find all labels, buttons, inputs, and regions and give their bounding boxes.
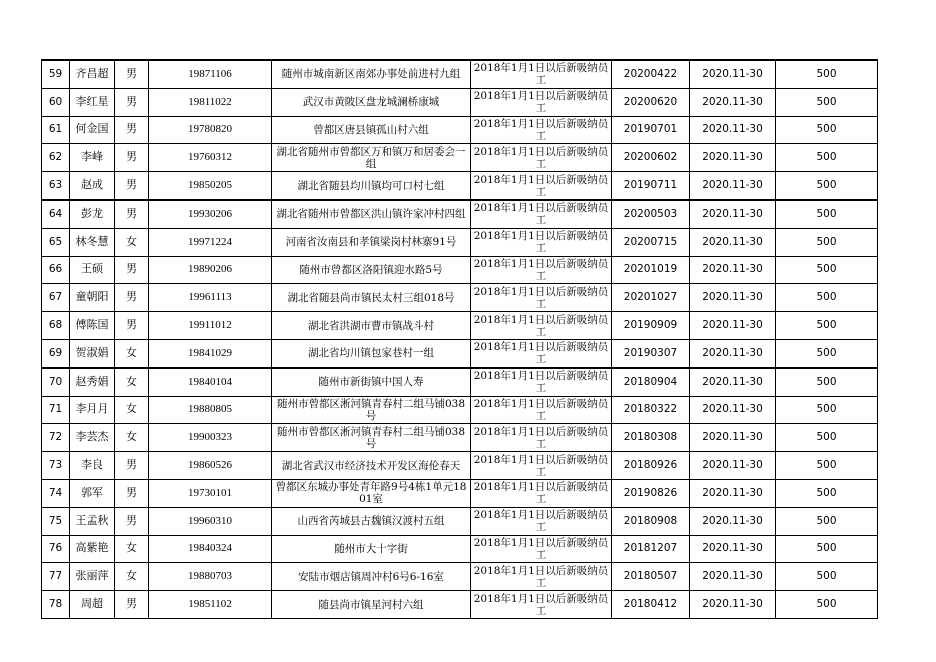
table-row: [42, 144, 878, 172]
hire-date-cell: 20190711: [612, 172, 690, 200]
birth-date-cell: 19890206: [149, 256, 272, 284]
home-address-cell: 随州市大十字街: [272, 535, 471, 563]
hire-date-cell: 20190701: [612, 116, 690, 144]
gender-cell: 女: [115, 563, 149, 591]
employee-name-cell: 童朝阳: [70, 284, 115, 312]
hire-date-cell: 20180308: [612, 424, 690, 452]
gender-cell: 女: [115, 368, 149, 396]
birth-date-cell: 19811022: [149, 88, 272, 116]
subsidy-period-cell: 2020.11-30: [690, 507, 776, 535]
home-address-cell: 随州市曾都区淅河镇青春村二组马铺038号: [272, 396, 471, 424]
gender-cell: 女: [115, 339, 149, 367]
home-address-cell: 曾都区东城办事处青年路9号4栋1单元1801室: [272, 479, 471, 507]
subsidy-period-cell: 2020.11-30: [690, 88, 776, 116]
employee-subsidy-table: [41, 59, 878, 619]
subsidy-period-cell: 2020.11-30: [690, 479, 776, 507]
gender-cell: 女: [115, 396, 149, 424]
employee-name-cell: 李良: [70, 452, 115, 480]
gender-cell: 男: [115, 172, 149, 200]
employee-category-cell: 2018年1月1日以后新吸纳员工: [471, 507, 612, 535]
subsidy-amount-cell: 500: [776, 88, 878, 116]
hire-date-cell: 20181207: [612, 535, 690, 563]
employee-name-cell: 张丽萍: [70, 563, 115, 591]
home-address-cell: 随州市曾都区洛阳镇迎水路5号: [272, 256, 471, 284]
birth-date-cell: 19961113: [149, 284, 272, 312]
birth-date-cell: 19851102: [149, 591, 272, 619]
hire-date-cell: 20201019: [612, 256, 690, 284]
gender-cell: 女: [115, 228, 149, 256]
row-number-cell: 72: [42, 424, 70, 452]
birth-date-cell: 19730101: [149, 479, 272, 507]
table-row: [42, 172, 878, 200]
home-address-cell: 山西省芮城县古魏镇汉渡村五组: [272, 507, 471, 535]
birth-date-cell: 19880805: [149, 396, 272, 424]
employee-category-cell: 2018年1月1日以后新吸纳员工: [471, 284, 612, 312]
gender-cell: 男: [115, 200, 149, 228]
employee-category-cell: 2018年1月1日以后新吸纳员工: [471, 144, 612, 172]
hire-date-cell: 20180412: [612, 591, 690, 619]
home-address-cell: 随州市新街镇中国人寿: [272, 368, 471, 396]
row-number-cell: 74: [42, 479, 70, 507]
gender-cell: 男: [115, 452, 149, 480]
row-number-cell: 59: [42, 60, 70, 88]
row-number-cell: 73: [42, 452, 70, 480]
birth-date-cell: 19871106: [149, 60, 272, 88]
row-number-cell: 76: [42, 535, 70, 563]
subsidy-period-cell: 2020.11-30: [690, 591, 776, 619]
employee-name-cell: 何金国: [70, 116, 115, 144]
employee-name-cell: 赵成: [70, 172, 115, 200]
gender-cell: 男: [115, 312, 149, 340]
subsidy-period-cell: 2020.11-30: [690, 256, 776, 284]
subsidy-period-cell: 2020.11-30: [690, 116, 776, 144]
subsidy-amount-cell: 500: [776, 424, 878, 452]
table-row: [42, 424, 878, 452]
gender-cell: 女: [115, 535, 149, 563]
home-address-cell: 湖北省随县尚市镇民太村三组018号: [272, 284, 471, 312]
employee-name-cell: 李芸杰: [70, 424, 115, 452]
table-row: [42, 312, 878, 340]
employee-name-cell: 王硕: [70, 256, 115, 284]
gender-cell: 男: [115, 256, 149, 284]
home-address-cell: 湖北省均川镇包家巷村一组: [272, 339, 471, 367]
employee-category-cell: 2018年1月1日以后新吸纳员工: [471, 88, 612, 116]
gender-cell: 男: [115, 88, 149, 116]
row-number-cell: 77: [42, 563, 70, 591]
employee-name-cell: 彭龙: [70, 200, 115, 228]
employee-category-cell: 2018年1月1日以后新吸纳员工: [471, 368, 612, 396]
table-row: [42, 256, 878, 284]
subsidy-period-cell: 2020.11-30: [690, 563, 776, 591]
hire-date-cell: 20190909: [612, 312, 690, 340]
subsidy-amount-cell: 500: [776, 284, 878, 312]
subsidy-amount-cell: 500: [776, 339, 878, 367]
employee-category-cell: 2018年1月1日以后新吸纳员工: [471, 256, 612, 284]
hire-date-cell: 20200602: [612, 144, 690, 172]
gender-cell: 男: [115, 144, 149, 172]
home-address-cell: 湖北省随县均川镇均可口村七组: [272, 172, 471, 200]
employee-category-cell: 2018年1月1日以后新吸纳员工: [471, 60, 612, 88]
subsidy-period-cell: 2020.11-30: [690, 535, 776, 563]
employee-category-cell: 2018年1月1日以后新吸纳员工: [471, 452, 612, 480]
subsidy-period-cell: 2020.11-30: [690, 368, 776, 396]
home-address-cell: 河南省汝南县和孝镇梁岗村林寨91号: [272, 228, 471, 256]
birth-date-cell: 19911012: [149, 312, 272, 340]
hire-date-cell: 20200422: [612, 60, 690, 88]
subsidy-period-cell: 2020.11-30: [690, 452, 776, 480]
employee-category-cell: 2018年1月1日以后新吸纳员工: [471, 396, 612, 424]
employee-category-cell: 2018年1月1日以后新吸纳员工: [471, 339, 612, 367]
table-body: [42, 60, 878, 618]
employee-name-cell: 周超: [70, 591, 115, 619]
table-row: [42, 591, 878, 619]
subsidy-period-cell: 2020.11-30: [690, 144, 776, 172]
gender-cell: 男: [115, 591, 149, 619]
subsidy-amount-cell: 500: [776, 200, 878, 228]
subsidy-amount-cell: 500: [776, 60, 878, 88]
employee-category-cell: 2018年1月1日以后新吸纳员工: [471, 535, 612, 563]
hire-date-cell: 20180908: [612, 507, 690, 535]
home-address-cell: 安陆市烟店镇周冲村6号6-16室: [272, 563, 471, 591]
subsidy-amount-cell: 500: [776, 452, 878, 480]
employee-category-cell: 2018年1月1日以后新吸纳员工: [471, 563, 612, 591]
subsidy-amount-cell: 500: [776, 479, 878, 507]
table-row: [42, 507, 878, 535]
table-row: [42, 563, 878, 591]
subsidy-amount-cell: 500: [776, 563, 878, 591]
hire-date-cell: 20200620: [612, 88, 690, 116]
employee-category-cell: 2018年1月1日以后新吸纳员工: [471, 116, 612, 144]
employee-category-cell: 2018年1月1日以后新吸纳员工: [471, 424, 612, 452]
home-address-cell: 曾都区唐县镇孤山村六组: [272, 116, 471, 144]
home-address-cell: 湖北省随州市曾都区洪山镇许家冲村四组: [272, 200, 471, 228]
birth-date-cell: 19900323: [149, 424, 272, 452]
row-number-cell: 68: [42, 312, 70, 340]
subsidy-amount-cell: 500: [776, 172, 878, 200]
row-number-cell: 69: [42, 339, 70, 367]
employee-category-cell: 2018年1月1日以后新吸纳员工: [471, 312, 612, 340]
employee-category-cell: 2018年1月1日以后新吸纳员工: [471, 479, 612, 507]
table-row: [42, 368, 878, 396]
employee-name-cell: 林冬慧: [70, 228, 115, 256]
employee-name-cell: 齐昌超: [70, 60, 115, 88]
gender-cell: 男: [115, 116, 149, 144]
subsidy-period-cell: 2020.11-30: [690, 172, 776, 200]
birth-date-cell: 19860526: [149, 452, 272, 480]
hire-date-cell: 20190307: [612, 339, 690, 367]
subsidy-period-cell: 2020.11-30: [690, 284, 776, 312]
home-address-cell: 湖北省洪湖市曹市镇战斗村: [272, 312, 471, 340]
hire-date-cell: 20180507: [612, 563, 690, 591]
subsidy-period-cell: 2020.11-30: [690, 312, 776, 340]
birth-date-cell: 19760312: [149, 144, 272, 172]
birth-date-cell: 19880703: [149, 563, 272, 591]
row-number-cell: 63: [42, 172, 70, 200]
employee-category-cell: 2018年1月1日以后新吸纳员工: [471, 228, 612, 256]
birth-date-cell: 19930206: [149, 200, 272, 228]
birth-date-cell: 19960310: [149, 507, 272, 535]
row-number-cell: 71: [42, 396, 70, 424]
hire-date-cell: 20201027: [612, 284, 690, 312]
subsidy-amount-cell: 500: [776, 144, 878, 172]
employee-name-cell: 李峰: [70, 144, 115, 172]
birth-date-cell: 19840324: [149, 535, 272, 563]
employee-name-cell: 李红星: [70, 88, 115, 116]
birth-date-cell: 19840104: [149, 368, 272, 396]
subsidy-period-cell: 2020.11-30: [690, 339, 776, 367]
row-number-cell: 62: [42, 144, 70, 172]
table-row: [42, 60, 878, 88]
hire-date-cell: 20190826: [612, 479, 690, 507]
hire-date-cell: 20180904: [612, 368, 690, 396]
table-row: [42, 228, 878, 256]
hire-date-cell: 20200715: [612, 228, 690, 256]
subsidy-amount-cell: 500: [776, 228, 878, 256]
home-address-cell: 随州市城南新区南郊办事处前进村九组: [272, 60, 471, 88]
employee-name-cell: 贺淑娟: [70, 339, 115, 367]
birth-date-cell: 19971224: [149, 228, 272, 256]
subsidy-amount-cell: 500: [776, 591, 878, 619]
subsidy-period-cell: 2020.11-30: [690, 228, 776, 256]
subsidy-period-cell: 2020.11-30: [690, 396, 776, 424]
hire-date-cell: 20180322: [612, 396, 690, 424]
employee-category-cell: 2018年1月1日以后新吸纳员工: [471, 172, 612, 200]
table-row: [42, 339, 878, 367]
employee-category-cell: 2018年1月1日以后新吸纳员工: [471, 591, 612, 619]
row-number-cell: 65: [42, 228, 70, 256]
hire-date-cell: 20200503: [612, 200, 690, 228]
row-number-cell: 61: [42, 116, 70, 144]
home-address-cell: 随县尚市镇星河村六组: [272, 591, 471, 619]
table-row: [42, 88, 878, 116]
row-number-cell: 60: [42, 88, 70, 116]
subsidy-period-cell: 2020.11-30: [690, 424, 776, 452]
table-row: [42, 452, 878, 480]
subsidy-amount-cell: 500: [776, 507, 878, 535]
subsidy-amount-cell: 500: [776, 256, 878, 284]
row-number-cell: 70: [42, 368, 70, 396]
table-row: [42, 200, 878, 228]
subsidy-amount-cell: 500: [776, 396, 878, 424]
home-address-cell: 随州市曾都区淅河镇青春村二组马铺038号: [272, 424, 471, 452]
row-number-cell: 67: [42, 284, 70, 312]
row-number-cell: 78: [42, 591, 70, 619]
table-row: [42, 284, 878, 312]
birth-date-cell: 19850205: [149, 172, 272, 200]
subsidy-amount-cell: 500: [776, 368, 878, 396]
row-number-cell: 64: [42, 200, 70, 228]
subsidy-amount-cell: 500: [776, 535, 878, 563]
employee-category-cell: 2018年1月1日以后新吸纳员工: [471, 200, 612, 228]
subsidy-period-cell: 2020.11-30: [690, 200, 776, 228]
birth-date-cell: 19780820: [149, 116, 272, 144]
table-row: [42, 396, 878, 424]
employee-name-cell: 高紫艳: [70, 535, 115, 563]
subsidy-period-cell: 2020.11-30: [690, 60, 776, 88]
employee-name-cell: 王孟秋: [70, 507, 115, 535]
home-address-cell: 武汉市黄陂区盘龙城澜桥康城: [272, 88, 471, 116]
table-row: [42, 116, 878, 144]
birth-date-cell: 19841029: [149, 339, 272, 367]
table-row: [42, 535, 878, 563]
home-address-cell: 湖北省武汉市经济技术开发区海伦春天: [272, 452, 471, 480]
home-address-cell: 湖北省随州市曾都区万和镇万和居委会一组: [272, 144, 471, 172]
subsidy-amount-cell: 500: [776, 116, 878, 144]
row-number-cell: 66: [42, 256, 70, 284]
gender-cell: 男: [115, 60, 149, 88]
hire-date-cell: 20180926: [612, 452, 690, 480]
gender-cell: 男: [115, 284, 149, 312]
gender-cell: 男: [115, 479, 149, 507]
employee-name-cell: 赵秀娟: [70, 368, 115, 396]
gender-cell: 男: [115, 507, 149, 535]
employee-name-cell: 郭军: [70, 479, 115, 507]
row-number-cell: 75: [42, 507, 70, 535]
table-row: [42, 479, 878, 507]
gender-cell: 女: [115, 424, 149, 452]
employee-name-cell: 傅陈国: [70, 312, 115, 340]
subsidy-amount-cell: 500: [776, 312, 878, 340]
employee-name-cell: 李月月: [70, 396, 115, 424]
